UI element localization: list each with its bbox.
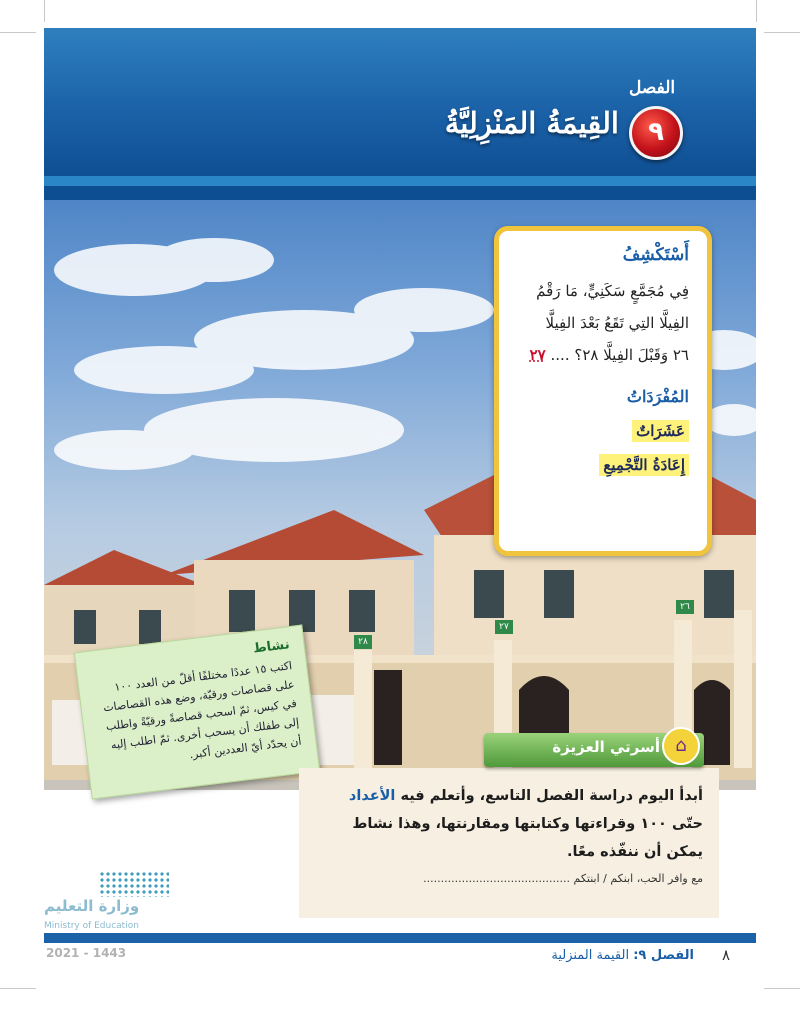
family-message-signature: مع وافر الحب، ابنكم / ابنتكم .......................................... xyxy=(423,872,703,885)
explore-box xyxy=(494,226,712,556)
house-number-plate: ٢٧ xyxy=(495,620,513,634)
house-number-plate: ٢٦ xyxy=(676,600,694,614)
activity-note xyxy=(74,625,320,800)
chapter-number-badge: ٩ xyxy=(629,106,683,160)
family-message: أبدأ اليوم دراسة الفصل التاسع، وأتعلم فيه الأعداد حتّى ١٠٠ وقراءتها وكتابتها ومقارنتها، وهذا نشاط يمكن أن ننفّذه معًا. xyxy=(348,788,703,860)
explore-question-line: الفِيلَّا التِي تَقَعُ بَعْدَ الفِيلَّا xyxy=(545,314,689,332)
crop-mark xyxy=(0,988,36,989)
house-number-plate: ٢٨ xyxy=(354,635,372,649)
explore-answer: ٢٧ xyxy=(529,346,546,364)
explore-question-line: ٢٦ وَقَبْلَ الفِيلَّا ٢٨؟ .... ٢٧ xyxy=(529,346,689,364)
logo-dots-icon xyxy=(99,871,169,897)
family-message-emphasis: الأعداد xyxy=(348,788,396,804)
vocabulary-title: المُفْرَدَاتُ xyxy=(626,387,689,406)
logo-arabic: وزارة التعليم xyxy=(44,897,140,915)
header-stripe xyxy=(44,186,756,200)
activity-title: نشاط xyxy=(252,637,291,657)
family-message-box xyxy=(299,768,719,918)
footer-chapter: الفصل ٩: القيمة المنزلية xyxy=(551,948,694,963)
crop-mark xyxy=(44,0,45,22)
crop-mark xyxy=(756,0,757,22)
vocabulary-item: عَشَرَاتٌ xyxy=(632,420,689,442)
textbook-page xyxy=(44,28,756,988)
crop-mark xyxy=(764,32,800,33)
ministry-logo xyxy=(44,871,184,941)
house-icon: ⌂ xyxy=(662,727,700,765)
chapter-word: الفصل xyxy=(629,78,676,98)
family-ribbon xyxy=(484,733,704,767)
page-number: ٨ xyxy=(721,946,730,964)
header-stripe xyxy=(44,176,756,186)
footer-year: 2021 - 1443 xyxy=(46,946,127,960)
crop-mark xyxy=(0,32,36,33)
logo-english: Ministry of Education xyxy=(44,921,139,931)
crop-mark xyxy=(764,988,800,989)
footer-band xyxy=(44,933,756,943)
explore-title: أَسْتَكْشِفُ xyxy=(622,245,689,265)
activity-text: اكتب ١٥ عددًا مختلفًا أقلّ من العدد ١٠٠ على قصاصات ورقيّة، وضع هذه القصاصات في كيس، ثمّ اسحب قصاصةً ورقيّةً واطلب إلى طفلك أن يسحب أخرى. ثمّ اطلب إليه أن يحدّد أيّ العددين أكبر. xyxy=(102,659,303,762)
explore-question-line: فِي مُجَمَّعٍ سَكَنِيٍّ، مَا رَقْمُ xyxy=(536,282,689,300)
chapter-title: القِيمَةُ المَنْزِلِيَّةُ xyxy=(444,106,619,140)
family-label: أسرتي العزيزة xyxy=(552,738,660,756)
vocabulary-item: إِعَادَةُ التَّجْمِيعِ xyxy=(599,454,689,476)
explore-question xyxy=(517,275,689,371)
